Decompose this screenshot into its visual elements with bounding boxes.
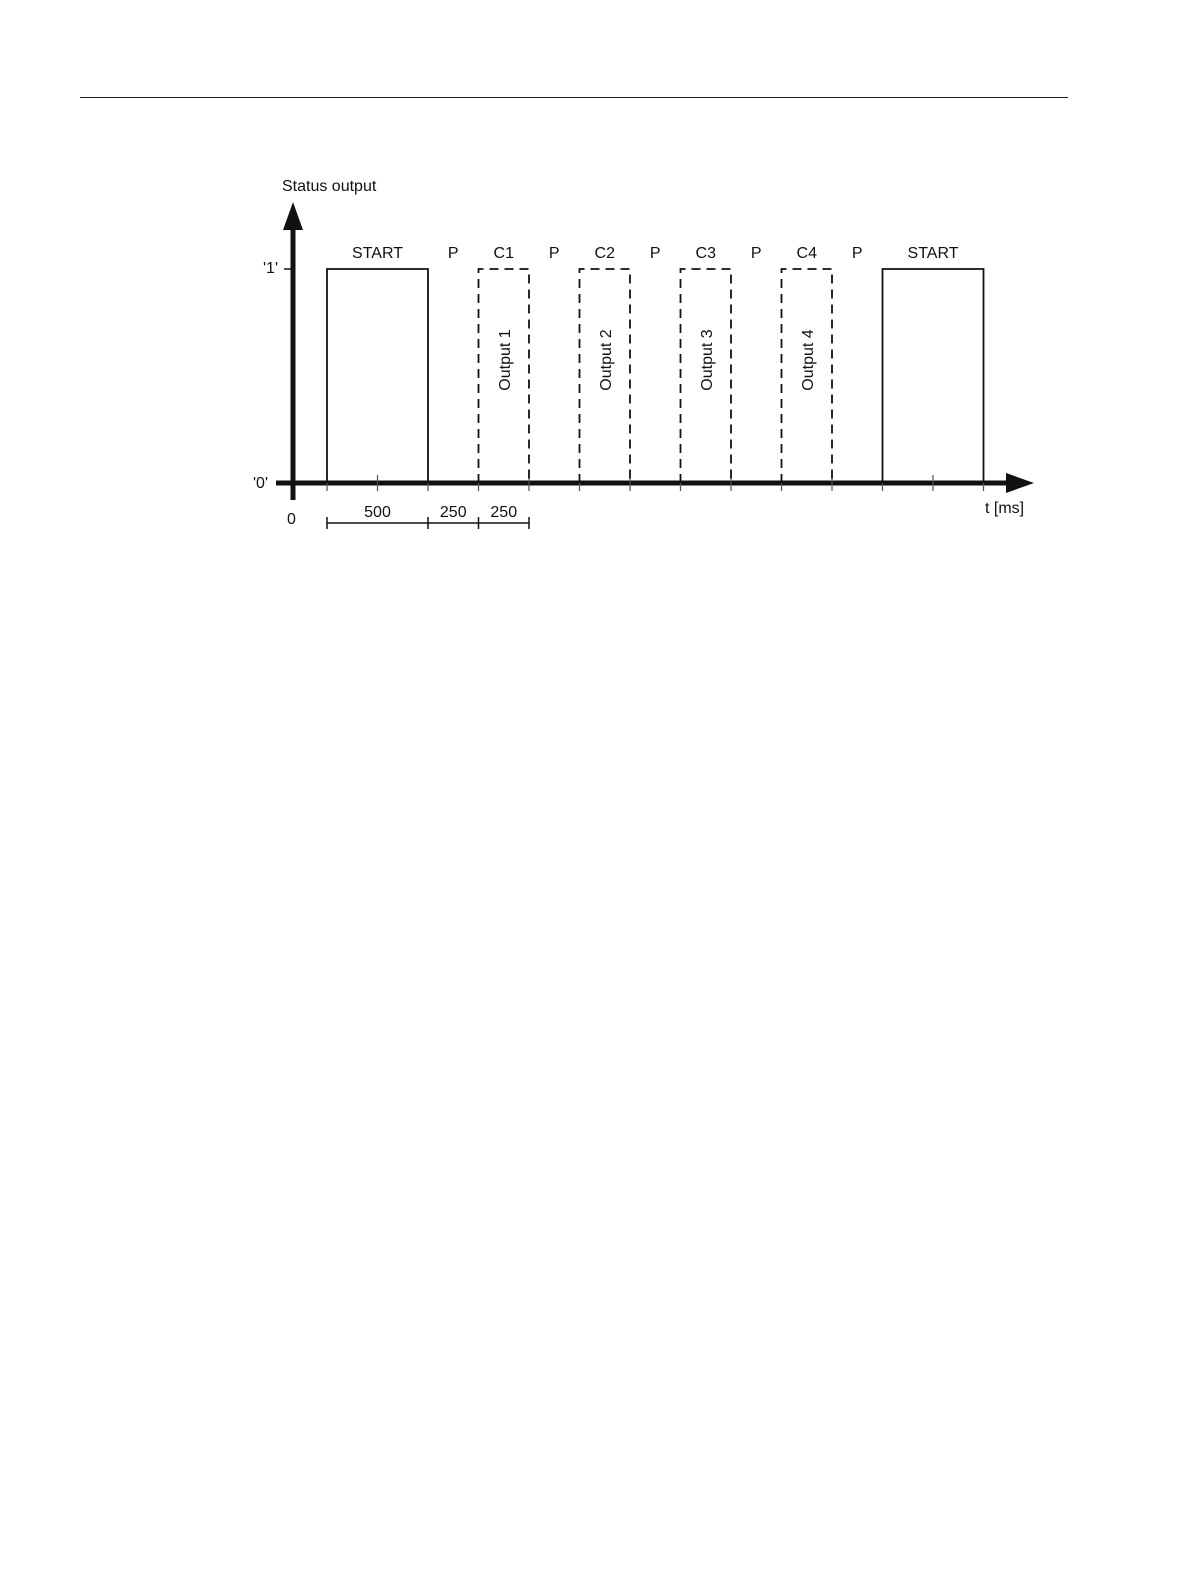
output-label: Output 3 xyxy=(698,329,716,391)
phase-label: P xyxy=(851,245,863,262)
level-low-label: '0' xyxy=(253,475,269,492)
output-label: Output 1 xyxy=(496,329,514,391)
duration-dimension xyxy=(327,504,529,529)
start-pulse xyxy=(327,269,428,483)
origin-label: 0 xyxy=(287,511,296,528)
level-high-label: '1' xyxy=(263,260,279,277)
x-axis-arrow xyxy=(1006,473,1034,493)
phase-label: P xyxy=(548,245,560,262)
duration-label: 250 xyxy=(490,504,518,521)
output-label: Output 2 xyxy=(597,329,615,391)
phase-label: C3 xyxy=(695,245,716,262)
x-axis-label: t [ms] xyxy=(985,500,1025,517)
status-output-timing-diagram xyxy=(0,0,1191,600)
phase-label: C4 xyxy=(796,245,817,262)
phase-label: START xyxy=(352,245,403,262)
duration-label: 250 xyxy=(439,504,467,521)
y-axis-label: Status output xyxy=(282,178,377,195)
phase-label: C1 xyxy=(493,245,514,262)
phase-label: P xyxy=(447,245,459,262)
output-label: Output 4 xyxy=(799,329,817,391)
phase-label: C2 xyxy=(594,245,615,262)
phase-label: P xyxy=(649,245,661,262)
phase-labels xyxy=(352,245,959,262)
y-axis-arrow xyxy=(283,202,303,230)
pulses xyxy=(327,269,984,483)
phase-label: P xyxy=(750,245,762,262)
start-pulse xyxy=(883,269,984,483)
duration-label: 500 xyxy=(364,504,391,521)
phase-label: START xyxy=(907,245,959,262)
